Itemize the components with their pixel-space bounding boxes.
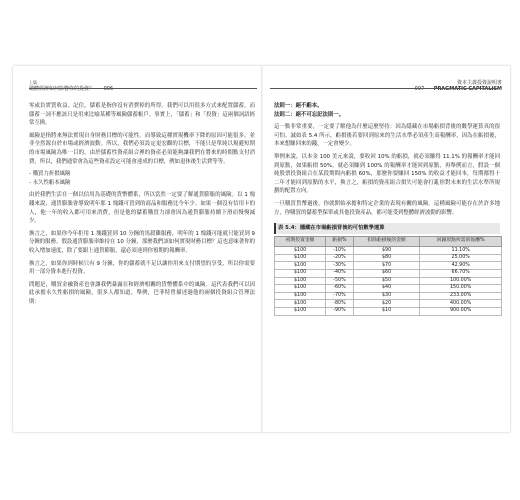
table-cell: 233.00%	[420, 292, 502, 300]
table-row	[275, 285, 502, 293]
column-header: 初期投資金額	[275, 236, 326, 247]
table-header-row	[275, 236, 502, 247]
table-cell: -50%	[326, 277, 354, 285]
rule-line: 法則一：絕不虧本。	[274, 103, 323, 109]
table-cell: $100	[275, 292, 326, 300]
paragraph: 這一點非常重要，一定要了解他為什麼這麼堅持：因為隱藏在市場虧損背後的數學運算真的很可怕。誠如表 5.4 所示，虧損後若要回到原來的生活水準必須產生高報酬率，因為在虧損後，本來想賺回來的錢，一定會變少。	[274, 124, 500, 148]
right-page-body	[274, 102, 500, 316]
right-header-title: PRAGMATIC CAPITALISM	[433, 86, 502, 92]
table-row	[275, 292, 502, 300]
table-cell: 25.00%	[420, 254, 502, 262]
list-item: - 永久性虧本風險	[29, 179, 71, 186]
table-cell: -30%	[326, 262, 354, 270]
paragraph: 一旦購買貨幣過後，你就開始承擔和特定企業的表現有關的風險。這種風險可能存在於許多地方，你購買的儲蓄型保單或其他投資產品，都可能受到整體經濟波動的影響。	[274, 200, 500, 216]
paragraph: 舉例來說，以本金 100 美元來說，要收回 10% 的虧損，就必須賺得 11.1% 的報酬率才能回到原點，如果虧損 50%，就必須賺到 100% 的報酬率才能回到原點，再舉例而言，假設一個純股票投資組合在某段期間內虧損 60%，那麼你要賺回 150% 的收益才能回本，每期都得十二年才能回到原點的水平，換言之，虧損的資產組合損失可能會打亂你對未來的生活水準所規劃的配置方向。	[274, 153, 500, 195]
table-cell: 400.00%	[420, 300, 502, 308]
table-row	[275, 270, 502, 278]
table-row	[275, 307, 502, 315]
book-spread	[13, 66, 510, 432]
paragraph: 問題是，購買金融資產也會讓我們暴露在和經濟相關的貨幣體系中的風險。這代表我們可以因此承擔永久性虧損的風險，很多人都知道，舉例，巴菲特曾描述過他的兩個投資組合管理法則：	[29, 281, 255, 305]
left-header-rule	[29, 88, 257, 89]
table-cell: $10	[353, 307, 420, 315]
column-header: 回歸原點所需的報酬%	[420, 236, 502, 247]
table-cell: 11.10%	[420, 247, 502, 255]
table-cell: -40%	[326, 270, 354, 278]
table-cell: $100	[275, 285, 326, 293]
left-header-title: 總體經濟如何影響你的投資？	[29, 86, 95, 92]
loss-recovery-table	[274, 236, 502, 316]
table-cell: $80	[353, 254, 420, 262]
left-header-part: 上篇	[29, 80, 37, 85]
table-cell: 100.00%	[420, 277, 502, 285]
column-header: 虧損%	[326, 236, 354, 247]
table-cell: $30	[353, 292, 420, 300]
table-cell: -60%	[326, 285, 354, 293]
right-header-chapter: 資本主義投資說明書	[456, 80, 502, 86]
paragraph: 換言之，如果你今年拒用 1 塊錢買到 10 分鐘的馬殺雞服務，明年的 1 塊錢可能就只能買到 9 分鐘的服務。假設通貨膨脹率維持在 10 分鐘，那麼我們該如何實現財務目標？這也意味著你的收入增加速度，除了要跟上通貨膨脹，還必須達到你預期的報酬率。	[29, 230, 255, 254]
right-running-header	[415, 80, 502, 92]
table-cell: $20	[353, 300, 420, 308]
table-cell: $100	[275, 300, 326, 308]
column-header: 扣除虧損後的金額	[353, 236, 420, 247]
left-page-number: 096	[103, 86, 114, 92]
rule-line: 法則二：絕不可忘記法則一。	[274, 111, 345, 118]
table-cell: $100	[275, 254, 326, 262]
paragraph: 換言之，如果你到時候只有 9 分鐘，你的儲蓄就不足以讓你用來支付期望的享受，所以你需要用一部分資本進行投資。	[29, 260, 255, 276]
left-page	[25, 66, 257, 432]
table-body	[275, 247, 502, 315]
table-cell: $50	[353, 277, 420, 285]
left-page-body	[29, 102, 255, 310]
paragraph: 零或負實質收益。記住，儲蓄是指你沒有消費掉的所得。我們可以用很多方式來配置儲蓄，而儲蓄一詞不應該只是用來比喻某種等風險儲蓄帳戶。事實上，「儲蓄」和「投資」這兩個詞語經常互換。	[29, 103, 255, 127]
table-cell: $90	[353, 247, 420, 255]
table-cell: $40	[353, 285, 420, 293]
table-cell: 42.90%	[420, 262, 502, 270]
right-page-number: 097	[414, 86, 425, 92]
table-cell: -10%	[326, 247, 354, 255]
table-row	[275, 300, 502, 308]
list-item: - 購買力折損風險	[29, 171, 71, 178]
table-title: 表 5.4：隱藏在市場虧損背後的可怕數學運算	[274, 223, 500, 234]
table-cell: $100	[275, 277, 326, 285]
table-cell: -70%	[326, 292, 354, 300]
table-cell: -80%	[326, 300, 354, 308]
table-cell: 900.00%	[420, 307, 502, 315]
table-cell: -20%	[326, 254, 354, 262]
right-header-rule	[270, 88, 498, 89]
paragraph: 風險是指將來無法實現自身財務目標的可能性。而導致這種實現機率下降的原因可能很多，並非全然源自於市場或經濟波動。所以，我們必須設定更宏觀的目標，不能只是單純以規避短期的市場風險為唯一目的。由於儲蓄性資產組合裡的資產必須能夠讓我們在將來的時間點支付消費，所以，我們通常會為這些資產設定可能會達成的目標，例如退休後生活費等等。	[29, 132, 255, 165]
table-cell: $100	[275, 262, 326, 270]
table-cell: $70	[353, 262, 420, 270]
table-cell: 150.00%	[420, 285, 502, 293]
table-cell: $100	[275, 247, 326, 255]
table-row	[275, 262, 502, 270]
book-gutter	[261, 66, 263, 432]
table-row	[275, 277, 502, 285]
left-running-header	[29, 80, 113, 92]
table-row	[275, 254, 502, 262]
table-cell: $60	[353, 270, 420, 278]
table-cell: -90%	[326, 307, 354, 315]
table-cell: $100	[275, 270, 326, 278]
table-cell: $100	[275, 307, 326, 315]
table-row	[275, 247, 502, 255]
paragraph: 由於我們生活在一個以信用為基礎的貨幣體系，所以當然一定要了解通貨膨脹的風險。以 1 塊錢來說，通貨膨脹會導致明年那 1 塊錢可買到的商品和服務比今年少。如果一個沒有信用卡的人，他一年的收入都可用來消費，但是他的儲蓄購買力卻會因為通貨膨脹持續下滑而慢慢減少。	[29, 192, 255, 225]
table-cell: 66.70%	[420, 270, 502, 278]
right-page	[270, 66, 502, 432]
